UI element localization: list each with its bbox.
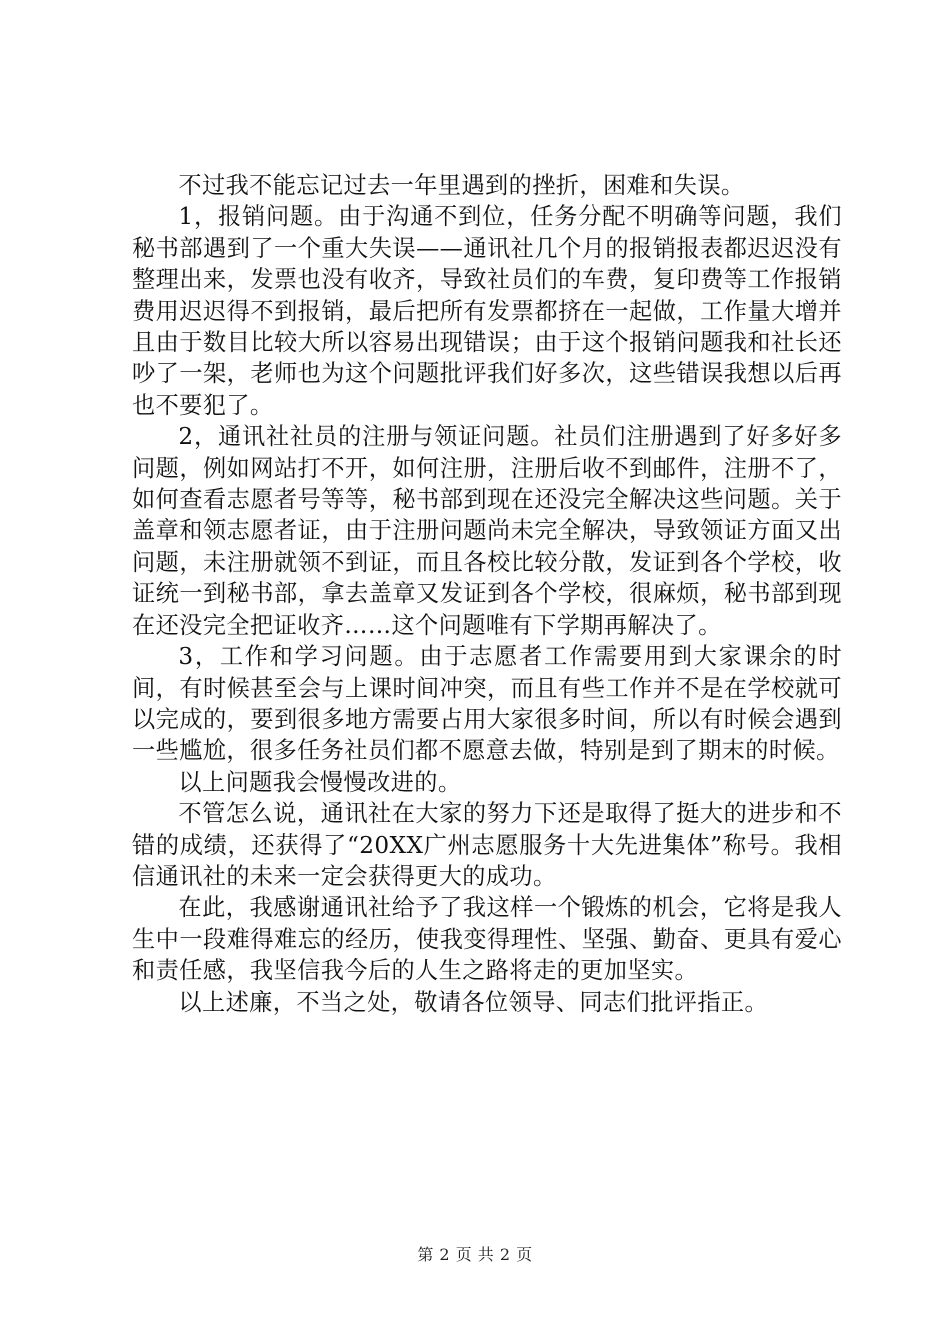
document-body (132, 170, 842, 1018)
paragraph-thanks: 在此，我感谢通讯社给予了我这样一个锻炼的机会，它将是我人生中一段难得难忘的经历，使我变得理性、坚强、勤奋、更具有爱心和责任感，我坚信我今后的人生之路将走的更加坚实。 (132, 894, 842, 985)
paragraph-issue-registration: 2，通讯社社员的注册与领证问题。社员们注册遇到了好多好多问题，例如网站打不开，如何注册，注册后收不到邮件，注册不了，如何查看志愿者号等等，秘书部到现在还没完全解决这些问题。关于盖章和领志愿者证，由于注册问题尚未完全解决，导致领证方面又出问题，未注册就领不到证，而且各校比较分散，发证到各个学校，收证统一到秘书部，拿去盖章又发证到各个学校，很麻烦，秘书部到现在还没完全把证收齐……这个问题唯有下学期再解决了。 (132, 423, 842, 639)
paragraph-intro: 不过我不能忘记过去一年里遇到的挫折，困难和失误。 (178, 172, 745, 199)
paragraph-issue-reimbursement: 1，报销问题。由于沟通不到位，任务分配不明确等问题，我们秘书部遇到了一个重大失误——通讯社几个月的报销报表都迟迟没有整理出来，发票也没有收齐，导致社员们的车费，复印费等工作报销费用迟迟得不到报销，最后把所有发票都挤在一起做，工作量大增并且由于数目比较大所以容易出现错误；由于这个报销问题我和社长还吵了一架，老师也为这个问题批评我们好多次，这些错误我想以后再也不要犯了。 (132, 203, 842, 419)
paragraph-issue-work-study: 3，工作和学习问题。由于志愿者工作需要用到大家课余的时间，有时候甚至会与上课时间冲突，而且有些工作并不是在学校就可以完成的，要到很多地方需要占用大家很多时间，所以有时候会遇到一些尴尬，很多任务社员们都不愿意去做，特别是到了期末的时候。 (132, 643, 842, 765)
page-footer (0, 1242, 950, 1265)
paragraph-achievements: 不管怎么说，通讯社在大家的努力下还是取得了挺大的进步和不错的成绩，还获得了“20XX广州志愿服务十大先进集体”称号。我相信通讯社的未来一定会获得更大的成功。 (132, 800, 842, 890)
paragraph-improvement: 以上问题我会慢慢改进的。 (178, 768, 462, 796)
page-number-label: 第 2 页 共 2 页 (417, 1245, 533, 1264)
paragraph-closing: 以上述廉，不当之处，敬请各位领导、同志们批评指正。 (178, 988, 769, 1016)
